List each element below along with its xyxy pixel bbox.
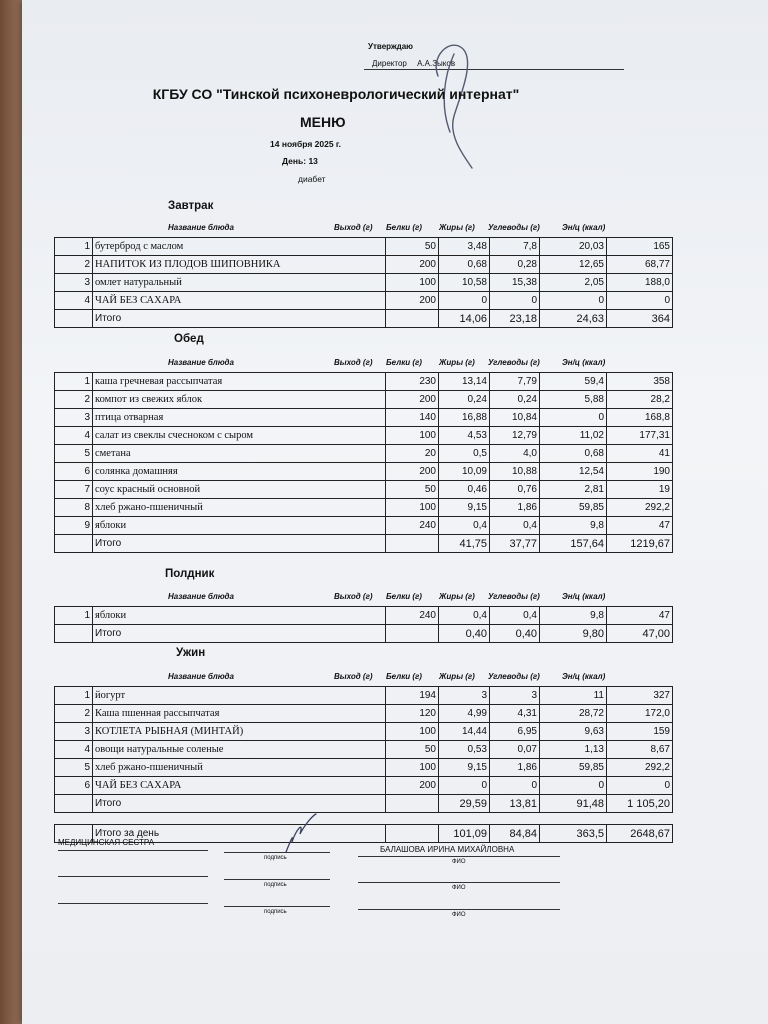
total-carbs: 157,64 <box>540 535 607 553</box>
sign-label: подпись <box>264 855 287 861</box>
table-row <box>55 499 673 517</box>
yield-value: 200 <box>386 391 439 409</box>
diet-label: диабет <box>298 174 326 184</box>
total-row <box>55 795 673 813</box>
row-number: 2 <box>55 256 93 274</box>
yield-value: 230 <box>386 373 439 391</box>
col-carbs-header: Углеводы (г) <box>488 672 540 681</box>
col-fat-header: Жиры (г) <box>439 592 475 601</box>
col-fat-header: Жиры (г) <box>439 358 475 367</box>
dish-name: овощи натуральные соленые <box>93 741 386 759</box>
protein-value: 16,88 <box>439 409 490 427</box>
fat-value: 1,86 <box>490 499 540 517</box>
energy-value: 177,31 <box>607 427 673 445</box>
total-protein: 41,75 <box>439 535 490 553</box>
fat-value: 0,24 <box>490 391 540 409</box>
carbs-value: 2,05 <box>540 274 607 292</box>
total-label: Итого <box>93 535 386 553</box>
table-row <box>55 256 673 274</box>
energy-value: 168,8 <box>607 409 673 427</box>
row-number: 8 <box>55 499 93 517</box>
col-fat-header: Жиры (г) <box>439 672 475 681</box>
total-carbs: 24,63 <box>540 310 607 328</box>
protein-value: 0,5 <box>439 445 490 463</box>
yield-value: 200 <box>386 256 439 274</box>
protein-value: 3 <box>439 687 490 705</box>
row-number: 3 <box>55 409 93 427</box>
protein-value: 0 <box>439 777 490 795</box>
total-fat: 23,18 <box>490 310 540 328</box>
row-number: 7 <box>55 481 93 499</box>
table-row <box>55 409 673 427</box>
row-number: 5 <box>55 759 93 777</box>
yield-value: 240 <box>386 517 439 535</box>
col-carbs-header: Углеводы (г) <box>488 223 540 232</box>
table-row <box>55 427 673 445</box>
fio-label: ФИО <box>452 859 466 865</box>
yield-value: 100 <box>386 759 439 777</box>
energy-value: 68,77 <box>607 256 673 274</box>
table-row <box>55 373 673 391</box>
fat-value: 0,76 <box>490 481 540 499</box>
fat-value: 3 <box>490 687 540 705</box>
protein-value: 3,48 <box>439 238 490 256</box>
menu-title: МЕНЮ <box>300 114 346 130</box>
yield-value: 100 <box>386 427 439 445</box>
table-row <box>55 687 673 705</box>
breakfast-table <box>54 237 673 328</box>
total-energy: 1219,67 <box>607 535 673 553</box>
carbs-value: 9,63 <box>540 723 607 741</box>
col-yield-header: Выход (г) <box>334 672 373 681</box>
dish-name: хлеб ржано-пшеничный <box>93 759 386 777</box>
fat-value: 6,95 <box>490 723 540 741</box>
table-row <box>55 481 673 499</box>
col-name-header: Название блюда <box>168 223 234 232</box>
protein-value: 14,44 <box>439 723 490 741</box>
table-row <box>55 238 673 256</box>
fio-label: ФИО <box>452 885 466 891</box>
yield-value: 194 <box>386 687 439 705</box>
carbs-value: 20,03 <box>540 238 607 256</box>
col-protein-header: Белки (г) <box>386 592 422 601</box>
yield-value: 120 <box>386 705 439 723</box>
total-label: Итого <box>93 795 386 813</box>
col-yield-header: Выход (г) <box>334 592 373 601</box>
row-number: 5 <box>55 445 93 463</box>
col-protein-header: Белки (г) <box>386 672 422 681</box>
protein-value: 0,24 <box>439 391 490 409</box>
carbs-value: 1,13 <box>540 741 607 759</box>
column-header-row <box>54 358 622 370</box>
table-row <box>55 517 673 535</box>
dish-name: йогурт <box>93 687 386 705</box>
section-title-lunch: Обед <box>174 333 204 345</box>
day-total-energy: 2648,67 <box>607 825 673 843</box>
dish-name: ЧАЙ БЕЗ САХАРА <box>93 292 386 310</box>
fat-value: 0 <box>490 292 540 310</box>
total-energy: 47,00 <box>607 625 673 643</box>
column-header-row <box>54 592 622 604</box>
total-protein: 14,06 <box>439 310 490 328</box>
total-energy: 1 105,20 <box>607 795 673 813</box>
yield-value: 240 <box>386 607 439 625</box>
column-header-row <box>54 223 622 235</box>
signature-line <box>224 852 330 853</box>
col-name-header: Название блюда <box>168 592 234 601</box>
col-protein-header: Белки (г) <box>386 358 422 367</box>
protein-value: 9,15 <box>439 499 490 517</box>
row-number: 6 <box>55 777 93 795</box>
col-yield-header: Выход (г) <box>334 358 373 367</box>
yield-value: 200 <box>386 463 439 481</box>
dish-name: бутерброд с маслом <box>93 238 386 256</box>
table-row <box>55 463 673 481</box>
row-number: 4 <box>55 427 93 445</box>
carbs-value: 12,54 <box>540 463 607 481</box>
row-number: 3 <box>55 723 93 741</box>
protein-value: 0,68 <box>439 256 490 274</box>
yield-value: 20 <box>386 445 439 463</box>
carbs-value: 9,8 <box>540 517 607 535</box>
table-row <box>55 607 673 625</box>
protein-value: 4,99 <box>439 705 490 723</box>
dinner-table <box>54 686 673 813</box>
total-fat: 0,40 <box>490 625 540 643</box>
organization-title: КГБУ СО "Тинской психоневрологический интернат" <box>152 86 520 102</box>
dish-name: КОТЛЕТА РЫБНАЯ (МИНТАЙ) <box>93 723 386 741</box>
protein-value: 10,09 <box>439 463 490 481</box>
row-number: 4 <box>55 741 93 759</box>
signature-line <box>358 882 560 883</box>
column-header-row <box>54 672 622 684</box>
sign-label: подпись <box>264 909 287 915</box>
carbs-value: 5,88 <box>540 391 607 409</box>
table-row <box>55 292 673 310</box>
energy-value: 159 <box>607 723 673 741</box>
fat-value: 4,31 <box>490 705 540 723</box>
yield-value: 200 <box>386 292 439 310</box>
col-energy-header: Эн/ц (ккал) <box>562 358 606 367</box>
table-row <box>55 759 673 777</box>
fat-value: 10,88 <box>490 463 540 481</box>
signature-line <box>58 850 208 851</box>
fat-value: 1,86 <box>490 759 540 777</box>
table-row <box>55 391 673 409</box>
section-title-breakfast: Завтрак <box>168 200 214 212</box>
table-row <box>55 741 673 759</box>
carbs-value: 59,85 <box>540 759 607 777</box>
fat-value: 0,4 <box>490 607 540 625</box>
protein-value: 0,4 <box>439 607 490 625</box>
table-row <box>55 445 673 463</box>
nurse-name: БАЛАШОВА ИРИНА МИХАЙЛОВНА <box>380 845 515 854</box>
signature-line <box>224 906 330 907</box>
fat-value: 12,79 <box>490 427 540 445</box>
fat-value: 0,4 <box>490 517 540 535</box>
protein-value: 0,53 <box>439 741 490 759</box>
row-number: 1 <box>55 238 93 256</box>
approval-title: Утверждаю <box>368 42 413 51</box>
approval-signer <box>364 59 624 70</box>
total-carbs: 91,48 <box>540 795 607 813</box>
yield-value: 50 <box>386 481 439 499</box>
row-number: 2 <box>55 705 93 723</box>
total-protein: 0,40 <box>439 625 490 643</box>
protein-value: 0 <box>439 292 490 310</box>
energy-value: 19 <box>607 481 673 499</box>
signature-line <box>358 856 560 857</box>
yield-value: 50 <box>386 238 439 256</box>
section-title-snack: Полдник <box>165 568 215 580</box>
row-number: 6 <box>55 463 93 481</box>
dish-name: омлет натуральный <box>93 274 386 292</box>
protein-value: 10,58 <box>439 274 490 292</box>
energy-value: 190 <box>607 463 673 481</box>
table-row <box>55 777 673 795</box>
section-title-dinner: Ужин <box>176 647 206 659</box>
carbs-value: 2,81 <box>540 481 607 499</box>
total-fat: 37,77 <box>490 535 540 553</box>
col-carbs-header: Углеводы (г) <box>488 358 540 367</box>
lunch-table <box>54 372 673 553</box>
day-total-fat: 84,84 <box>490 825 540 843</box>
signature-line <box>358 909 560 910</box>
col-carbs-header: Углеводы (г) <box>488 592 540 601</box>
dish-name: соус красный основной <box>93 481 386 499</box>
approval-block <box>364 42 624 70</box>
carbs-value: 12,65 <box>540 256 607 274</box>
total-row <box>55 625 673 643</box>
carbs-value: 59,85 <box>540 499 607 517</box>
energy-value: 358 <box>607 373 673 391</box>
yield-value: 100 <box>386 274 439 292</box>
nurse-title: МЕДИЦИНСКАЯ СЕСТРА <box>58 838 155 847</box>
yield-value: 100 <box>386 499 439 517</box>
protein-value: 9,15 <box>439 759 490 777</box>
row-number: 2 <box>55 391 93 409</box>
col-name-header: Название блюда <box>168 358 234 367</box>
signature-line <box>224 879 330 880</box>
col-yield-header: Выход (г) <box>334 223 373 232</box>
fat-value: 0,28 <box>490 256 540 274</box>
carbs-value: 0 <box>540 409 607 427</box>
col-protein-header: Белки (г) <box>386 223 422 232</box>
energy-value: 292,2 <box>607 759 673 777</box>
approval-name: А.А.Зыков <box>417 59 456 68</box>
dish-name: яблоки <box>93 517 386 535</box>
day-total-protein: 101,09 <box>439 825 490 843</box>
director-signature <box>420 36 490 176</box>
total-row <box>55 310 673 328</box>
row-number: 1 <box>55 373 93 391</box>
signature-line <box>58 876 208 877</box>
dish-name: ЧАЙ БЕЗ САХАРА <box>93 777 386 795</box>
fat-value: 4,0 <box>490 445 540 463</box>
energy-value: 0 <box>607 777 673 795</box>
dish-name: салат из свеклы счесноком с сыром <box>93 427 386 445</box>
col-energy-header: Эн/ц (ккал) <box>562 672 606 681</box>
energy-value: 0 <box>607 292 673 310</box>
dish-name: НАПИТОК ИЗ ПЛОДОВ ШИПОВНИКА <box>93 256 386 274</box>
col-energy-header: Эн/ц (ккал) <box>562 223 606 232</box>
total-row <box>55 535 673 553</box>
table-row <box>55 723 673 741</box>
dish-name: компот из свежих яблок <box>93 391 386 409</box>
dish-name: сметана <box>93 445 386 463</box>
energy-value: 327 <box>607 687 673 705</box>
energy-value: 41 <box>607 445 673 463</box>
carbs-value: 0 <box>540 292 607 310</box>
fat-value: 10,84 <box>490 409 540 427</box>
energy-value: 47 <box>607 517 673 535</box>
col-name-header: Название блюда <box>168 672 234 681</box>
energy-value: 172,0 <box>607 705 673 723</box>
approval-position: Директор <box>372 59 407 68</box>
carbs-value: 0,68 <box>540 445 607 463</box>
protein-value: 4,53 <box>439 427 490 445</box>
dish-name: яблоки <box>93 607 386 625</box>
table-row <box>55 705 673 723</box>
energy-value: 165 <box>607 238 673 256</box>
energy-value: 28,2 <box>607 391 673 409</box>
fio-label: ФИО <box>452 912 466 918</box>
yield-value: 100 <box>386 723 439 741</box>
row-number: 9 <box>55 517 93 535</box>
carbs-value: 9,8 <box>540 607 607 625</box>
energy-value: 292,2 <box>607 499 673 517</box>
dish-name: каша гречневая рассыпчатая <box>93 373 386 391</box>
energy-value: 188,0 <box>607 274 673 292</box>
carbs-value: 11,02 <box>540 427 607 445</box>
yield-value: 140 <box>386 409 439 427</box>
day-total-label: Итого за день <box>93 825 386 843</box>
energy-value: 8,67 <box>607 741 673 759</box>
protein-value: 13,14 <box>439 373 490 391</box>
fat-value: 7,79 <box>490 373 540 391</box>
carbs-value: 28,72 <box>540 705 607 723</box>
dish-name: хлеб ржано-пшеничный <box>93 499 386 517</box>
fat-value: 7,8 <box>490 238 540 256</box>
row-number: 1 <box>55 607 93 625</box>
row-number: 3 <box>55 274 93 292</box>
row-number: 1 <box>55 687 93 705</box>
total-carbs: 9,80 <box>540 625 607 643</box>
dish-name: птица отварная <box>93 409 386 427</box>
signature-line <box>58 903 208 904</box>
total-label: Итого <box>93 310 386 328</box>
col-fat-header: Жиры (г) <box>439 223 475 232</box>
col-energy-header: Эн/ц (ккал) <box>562 592 606 601</box>
sign-label: подпись <box>264 882 287 888</box>
menu-date: 14 ноября 2025 г. <box>270 139 341 149</box>
dish-name: солянка домашняя <box>93 463 386 481</box>
dish-name: Каша пшенная рассыпчатая <box>93 705 386 723</box>
yield-value: 50 <box>386 741 439 759</box>
protein-value: 0,46 <box>439 481 490 499</box>
carbs-value: 59,4 <box>540 373 607 391</box>
total-label: Итого <box>93 625 386 643</box>
carbs-value: 0 <box>540 777 607 795</box>
carbs-value: 11 <box>540 687 607 705</box>
energy-value: 47 <box>607 607 673 625</box>
yield-value: 200 <box>386 777 439 795</box>
nurse-signature <box>282 812 322 854</box>
fat-value: 0,07 <box>490 741 540 759</box>
fat-value: 15,38 <box>490 274 540 292</box>
fat-value: 0 <box>490 777 540 795</box>
snack-table <box>54 606 673 643</box>
day-total-carbs: 363,5 <box>540 825 607 843</box>
total-energy: 364 <box>607 310 673 328</box>
total-protein: 29,59 <box>439 795 490 813</box>
protein-value: 0,4 <box>439 517 490 535</box>
menu-day: День: 13 <box>282 156 318 166</box>
row-number: 4 <box>55 292 93 310</box>
total-fat: 13,81 <box>490 795 540 813</box>
table-row <box>55 274 673 292</box>
